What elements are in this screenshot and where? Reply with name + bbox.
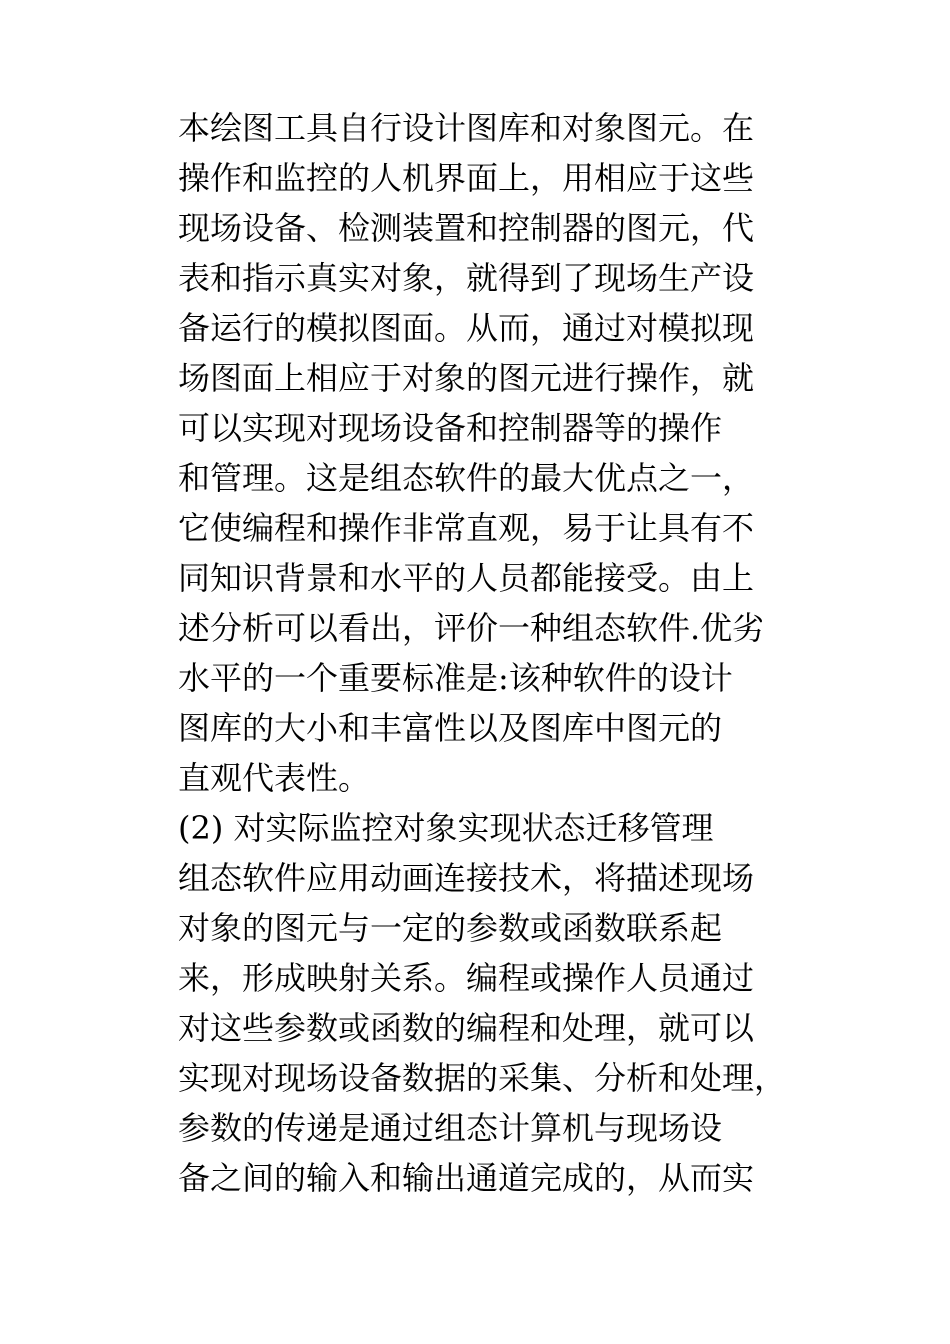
text-line: 和管理。这是组态软件的最大优点之一， <box>178 459 755 497</box>
text-line: 表和指示真实对象，就得到了现场生产设 <box>178 259 755 297</box>
text-line: 现场设备、检测装置和控制器的图元，代 <box>178 209 755 247</box>
text-line: 对这些参数或函数的编程和处理，就可以 <box>178 1009 755 1047</box>
text-line: 可以实现对现场设备和控制器等的操作 <box>178 409 723 447</box>
text-line: 对象的图元与一定的参数或函数联系起 <box>178 909 723 947</box>
text-line: 同知识背景和水平的人员都能接受。由上 <box>178 559 755 597</box>
text-line: 图库的大小和丰富性以及图库中图元的 <box>178 709 723 747</box>
text-line: 实现对现场设备数据的采集、分析和处理， <box>178 1059 787 1097</box>
text-line: 水平的一个重要标准是:该种软件的设计 <box>178 659 733 697</box>
section-heading: (2) 对实际监控对象实现状态迁移管理 <box>178 809 714 847</box>
text-line: 操作和监控的人机界面上，用相应于这些 <box>178 159 755 197</box>
text-line: 本绘图工具自行设计图库和对象图元。在 <box>178 109 755 147</box>
text-line: 参数的传递是通过组态计算机与现场设 <box>178 1109 723 1147</box>
text-line: 备之间的输入和输出通道完成的，从而实 <box>178 1159 755 1197</box>
text-line: 述分析可以看出，评价一种组态软件.优劣 <box>178 609 765 647</box>
text-line: 来，形成映射关系。编程或操作人员通过 <box>178 959 755 997</box>
text-line: 直观代表性。 <box>178 759 371 797</box>
text-line: 备运行的模拟图面。从而，通过对模拟现 <box>178 309 755 347</box>
text-line: 它使编程和操作非常直观，易于让具有不 <box>178 509 755 547</box>
body-text <box>178 103 878 1203</box>
text-line: 场图面上相应于对象的图元进行操作，就 <box>178 359 755 397</box>
text-line: 组态软件应用动画连接技术，将描述现场 <box>178 859 755 897</box>
